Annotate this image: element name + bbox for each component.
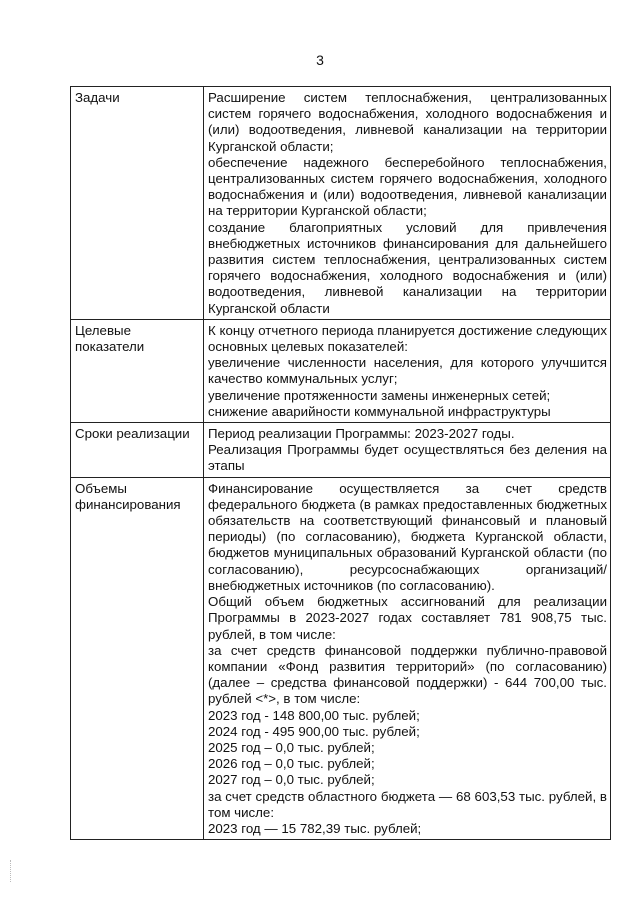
indicators-paragraph: увеличение численности населения, для которого улучшится качество коммунальных услуг; [208, 355, 607, 387]
indicators-paragraph: снижение аварийности коммунальной инфраструктуры [208, 403, 551, 419]
page-number: 3 [316, 52, 324, 68]
program-passport-table [70, 86, 611, 840]
financing-year-line: 2023 год - 148 800,00 тыс. рублей; [208, 707, 420, 723]
row-label-target-indicators: Целевые показатели [71, 319, 204, 422]
row-label-implementation-period: Сроки реализации [71, 423, 204, 478]
financing-year-line: 2025 год – 0,0 тыс. рублей; [208, 739, 375, 755]
financing-year-line: 2024 год - 495 900,00 тыс. рублей; [208, 723, 420, 739]
financing-year-line: 2027 год – 0,0 тыс. рублей; [208, 772, 375, 788]
financing-paragraph: за счет средств финансовой поддержки публично-правовой компании «Фонд развития территорий» (по согласованию) (далее – средства финансовой поддержки) - 644 700,00 тыс. рублей <*>, в том числе: [208, 642, 607, 707]
tasks-paragraph: Расширение систем теплоснабжения, централизованных систем горячего водоснабжения, холодного водоснабжения и (или) водоотведения, ливневой канализации на территории Курганской области; [208, 90, 607, 154]
period-paragraph: Период реализации Программы: 2023-2027 годы. [208, 426, 515, 442]
table-row-target-indicators [71, 319, 611, 422]
row-label-financing: Объемы финансирования [71, 477, 204, 839]
row-content-implementation-period [204, 423, 611, 478]
financing-paragraph: за счет средств областного бюджета — 68 603,53 тыс. рублей, в том числе: [208, 788, 607, 820]
indicators-paragraph: К концу отчетного периода планируется достижение следующих основных целевых показателей: [208, 322, 607, 355]
table-row-tasks [71, 87, 611, 320]
indicators-paragraph: увеличение протяженности замены инженерных сетей; [208, 387, 551, 403]
table-row-implementation-period [71, 423, 611, 478]
financing-paragraph: Общий объем бюджетных ассигнований для реализации Программы в 2023-2027 годах составляет 781 908,75 тыс. рублей, в том числе: [208, 594, 607, 642]
scan-margin-mark [10, 860, 12, 882]
row-label-tasks: Задачи [71, 87, 204, 320]
financing-year-line: 2026 год – 0,0 тыс. рублей; [208, 756, 375, 772]
financing-paragraph: Финансирование осуществляется за счет средств федерального бюджета (в рамках предоставленных бюджетных обязательств на соответствующий финансовый и плановый периоды) (по согласованию), бюджета Курганской области, бюджетов муниципальных образований Курганской области (по согласованию), ресурсоснабжающих организаций/внебюджетных источников (по согласованию). [208, 480, 607, 593]
period-paragraph: Реализация Программы будет осуществляться без деления на этапы [208, 442, 607, 474]
tasks-paragraph: создание благоприятных условий для привлечения внебюджетных источников финансирования для дальнейшего развития систем теплоснабжения, централизованных систем горячего водоснабжения, холодного водоснабжения и (или) водоотведения, ливневой канализации на территории Курганской области [208, 219, 607, 316]
table-row-financing [71, 477, 611, 839]
row-content-tasks [204, 87, 611, 320]
row-content-financing [204, 477, 611, 839]
financing-year-line: 2023 год — 15 782,39 тыс. рублей; [208, 820, 422, 836]
row-content-target-indicators [204, 319, 611, 422]
tasks-paragraph: обеспечение надежного бесперебойного теплоснабжения, централизованных систем горячего водоснабжения, холодного водоснабжения и (или) водоотведения, ливневой канализации на территории Курганской области; [208, 154, 607, 219]
